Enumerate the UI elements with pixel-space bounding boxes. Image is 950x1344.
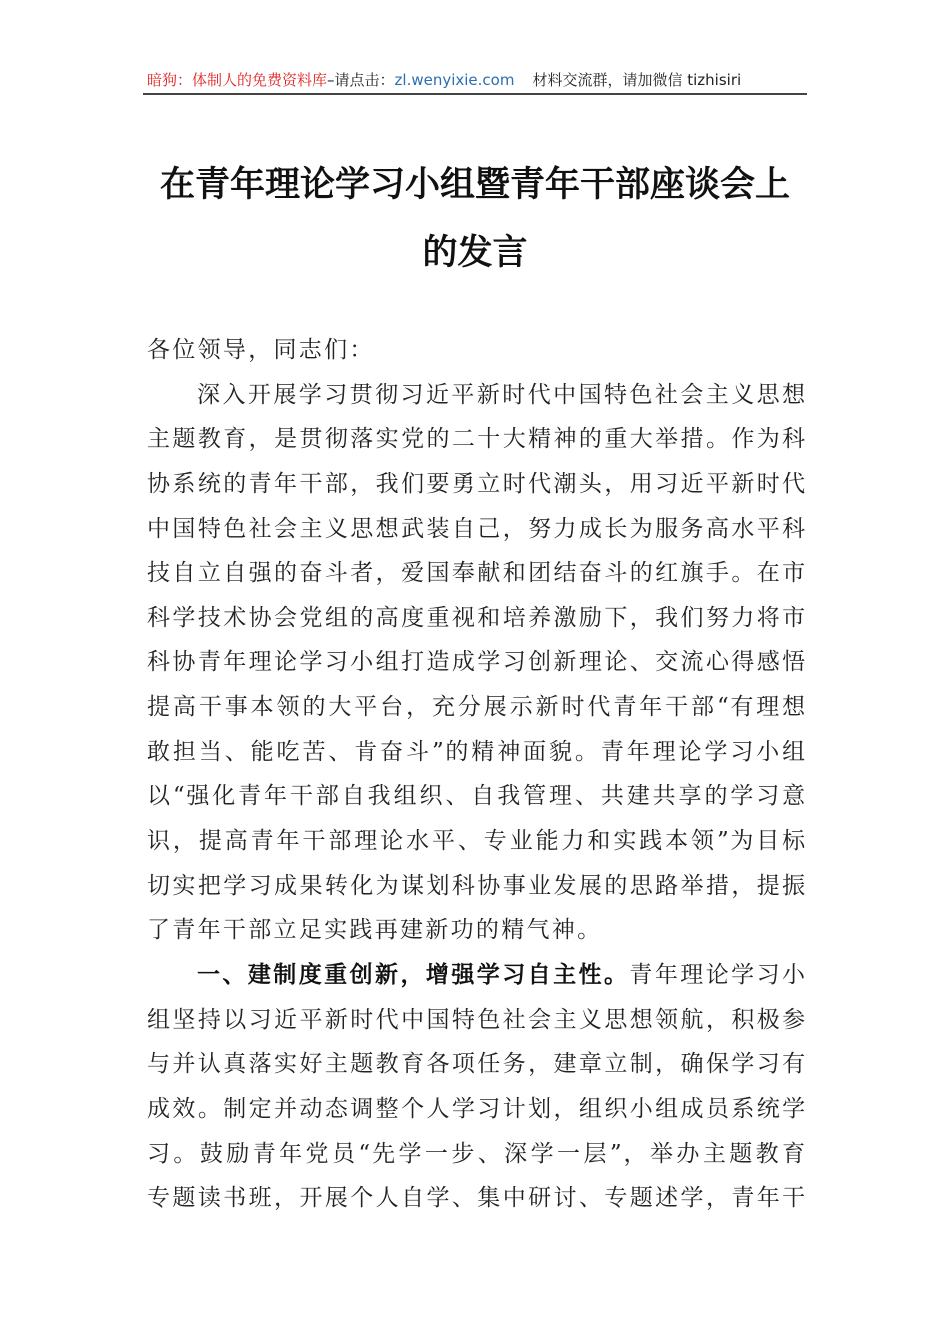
page-header [147,68,805,92]
header-contact: 材料交流群，请加微信 tizhisiri [532,71,742,89]
section-1-heading: 一、建制度重创新，增强学习自主性。 [197,961,630,988]
header-link[interactable]: zl.wenyixie.com [394,71,515,89]
text-line: 深 入 开 展 学 习 贯 彻 习 近 平 新 时 代 中 国 特 色 社 会 主 义 思 想 [197,381,806,408]
text-line: 组 坚 持 以 习 近 平 新 时 代 中 国 特 色 社 会 主 义 思 想 领 航 ， 积 极 参 [147,1006,806,1033]
text-line: 识 ， 提 高 青 年 干 部 理 论 水 平 、 专 业 能 力 和 实 践 本 领 ” 为 目 标 [147,828,806,855]
text-line: 主 题 教 育 ， 是 贯 彻 落 实 党 的 二 十 大 精 神 的 重 大 举 措 。 作 为 科 [147,426,806,453]
text-line: 以 “ 强 化 青 年 干 部 自 我 组 织 、 自 我 管 理 、 共 建 共 享 的 学 习 意 [147,783,806,810]
text-line: 切 实 把 学 习 成 果 转 化 为 谋 划 科 协 事 业 发 展 的 思 路 举 措 ， 提 振 [147,872,806,899]
text-line: 中 国 特 色 社 会 主 义 思 想 武 装 自 己 ， 努 力 成 长 为 服 务 高 水 平 科 [147,515,806,542]
doc-body [147,328,805,1221]
salutation: 各位领导，同志们： [147,337,375,363]
text-line: 敢 担 当 、 能 吃 苦 、 肯 奋 斗 ” 的 精 神 面 貌 。 青 年 理 论 学 习 小 组 [147,738,806,765]
doc-title-line-2: 的发言 [422,232,528,273]
text-line: 协 系 统 的 青 年 干 部 ， 我 们 要 勇 立 时 代 潮 头 ， 用 习 近 平 新 时 代 [147,470,806,497]
text-line: 了青年干部立足实践再建新功的精气神。 [147,917,603,944]
section-1-text: 青年理论学习小 [629,961,806,988]
text-line: 科 学 技 术 协 会 党 组 的 高 度 重 视 和 培 养 激 励 下 ， 我 们 努 力 将 市 [147,604,806,631]
text-line: 与 并 认 真 落 实 好 主 题 教 育 各 项 任 务 ， 建 章 立 制 ， 确 保 学 习 有 [147,1051,806,1078]
text-line: 提 高 干 事 本 领 的 大 平 台 ， 充 分 展 示 新 时 代 青 年 干 部 “ 有 理 想 [147,694,806,721]
text-line: 技 自 立 自 强 的 奋 斗 者 ， 爱 国 奉 献 和 团 结 奋 斗 的 红 旗 手 。 在 市 [147,560,806,587]
text-line: 科 协 青 年 理 论 学 习 小 组 打 造 成 学 习 创 新 理 论 、 交 流 心 得 感 悟 [147,649,806,676]
header-brand: 暗狗：体制人的免费资料库 [147,71,328,89]
text-line: 成 效 。 制 定 并 动 态 调 整 个 人 学 习 计 划 ， 组 织 小 组 成 员 系 统 学 [147,1095,806,1122]
text-line: 专 题 读 书 班 ， 开 展 个 人 自 学 、 集 中 研 讨 、 专 题 述 学 ， 青 年 干 [147,1185,806,1212]
doc-title-line-1: 在青年理论学习小组暨青年干部座谈会上 [159,164,790,205]
section-1-first-line [147,953,805,998]
header-prompt: –请点击： [327,71,395,89]
header-divider [143,93,807,95]
text-line: 习 。 鼓 励 青 年 党 员 “ 先 学 一 步 、 深 学 一 层 ” ， 举 办 主 题 教 育 [147,1140,806,1167]
